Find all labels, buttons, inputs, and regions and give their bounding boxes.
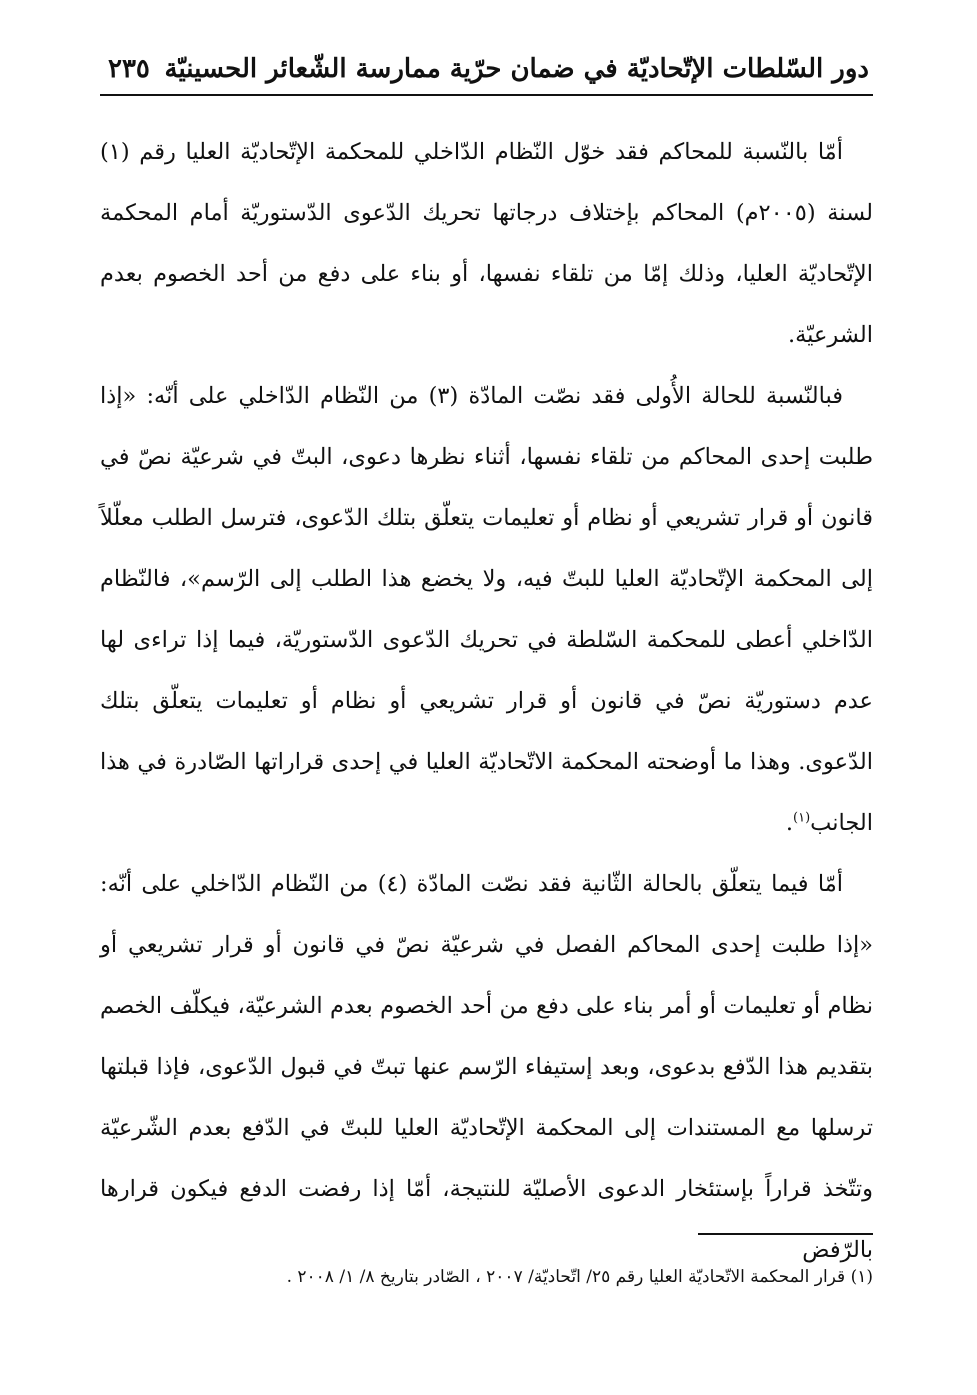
paragraph-text: أمّا فيما يتعلّق بالحالة الثّانية فقد نصّت المادّة (٤) من النّظام الدّاخلي على أنّه: «إذا طلبت إحدى المحاكم الفصل في شرعيّة نصّ في قانون أو قرار تشريعي أو نظام أو تعليمات أو أمر بناء على دفع من أحد الخصوم بعدم الشرعيّة، فيكلّف الخصم بتقديم هذا الدّفع بدعوى، وبعد إستيفاء الرّسم عنها تبتّ في قبول الدّعوى، فإذا قبلتها ترسلها مع المستندات إلى المحكمة الإتّحاديّة العليا للبتّ في الدّفع بعدم الشّرعيّة وتتّخذ قراراً بإستئخار الدعوى الأصليّة للنتيجة، أمّا إذا رفضت الدفع فيكون قرارها بالرّفض <box>100 871 873 1263</box>
running-title: دور السّلطات الإتّحاديّة في ضمان حرّية ممارسة الشّعائر الحسينيّة <box>164 54 869 84</box>
paragraph-text: فبالنّسبة للحالة الأُولى فقد نصّت المادّة (٣) من النّظام الدّاخلي على أنّه: «إذا طلبت إحدى المحاكم من تلقاء نفسها، أثناء نظرها دعوى، البتّ في شرعيّة نصّ في قانون أو قرار تشريعي أو نظام أو تعليمات يتعلّق بتلك الدّعوى، فترسل الطلب معلّلاً إلى المحكمة الإتّحاديّة العليا للبتّ فيه، ولا يخضع هذا الطلب إلى الرّسم»، فالنّظام الدّاخلي أعطى للمحكمة السّلطة في تحريك الدّعوى الدّستوريّة، فيما إذا تراءى لها عدم دستوريّة نصّ في قانون أو قرار تشريعي أو نظام أو تعليمات يتعلّق بتلك الدّعوى. وهذا ما أوضحته المحكمة الاتّحاديّة العليا في إحدى قراراتها الصّادرة في هذا الجانب <box>100 383 873 836</box>
footnote-reference[interactable]: (١) <box>793 810 811 826</box>
paragraph <box>100 366 873 854</box>
page-number: ٢٣٥ <box>108 54 150 84</box>
footnote-separator <box>698 1233 873 1235</box>
page-header <box>100 48 873 96</box>
body-text <box>100 122 873 1281</box>
paragraph <box>100 122 873 366</box>
paragraph-tail: . <box>785 810 794 836</box>
footnote: (١) قرار المحكمة الاتّحاديّة العليا رقم ٢٥/ اتّحاديّة/ ٢٠٠٧ ، الصّادر بتاريخ ٨/ ١/ ٢٠٠٨ . <box>286 1267 873 1287</box>
paragraph <box>100 854 873 1281</box>
paragraph-text: أمّا بالنّسبة للمحاكم فقد خوّل النّظام الدّاخلي للمحكمة الإتّحاديّة العليا رقم (١) لسنة (٢٠٠٥م) المحاكم بإختلاف درجاتها تحريك الدّعوى الدّستوريّة أمام المحكمة الإتّحاديّة العليا، وذلك إمّا من تلقاء نفسها، أو بناء على دفع من أحد الخصوم بعدم الشرعيّة. <box>100 139 873 348</box>
